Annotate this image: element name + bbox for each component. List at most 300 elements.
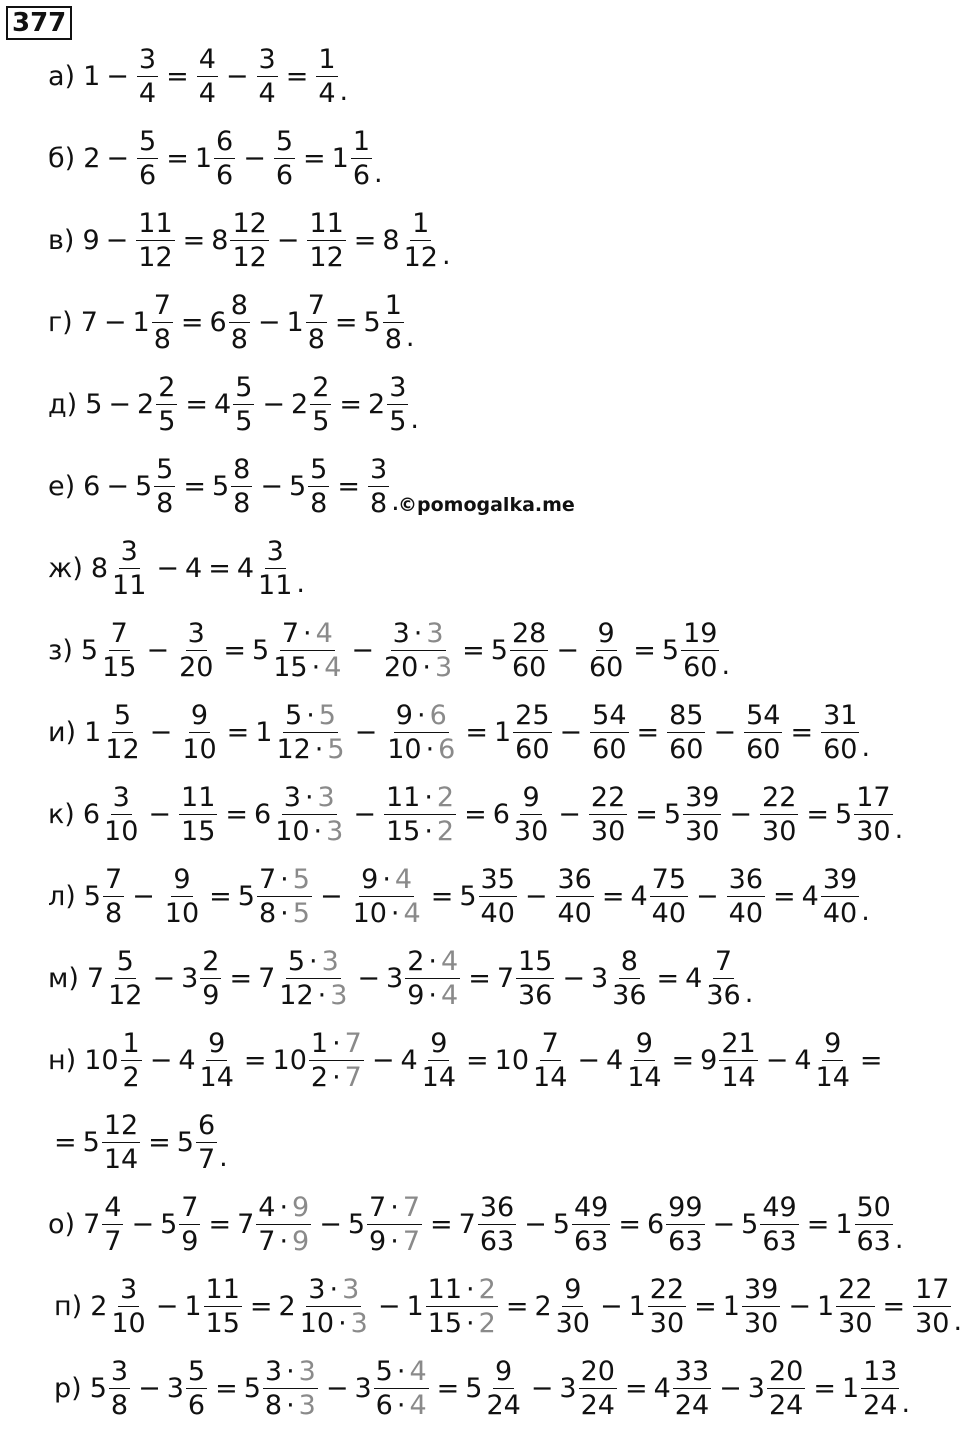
denominator xyxy=(106,979,144,1009)
denominator xyxy=(257,897,312,927)
whole-number: 5 xyxy=(490,635,508,666)
denominator xyxy=(310,405,331,435)
denominator xyxy=(214,159,235,189)
period: . xyxy=(861,732,871,763)
fraction xyxy=(513,702,551,763)
fraction xyxy=(556,866,594,927)
fraction xyxy=(200,948,221,1009)
fraction xyxy=(137,46,158,107)
multiplier: 5 xyxy=(292,898,310,929)
denominator-value: 14 xyxy=(103,1144,139,1175)
minus-sign: − xyxy=(225,61,249,92)
denominator xyxy=(154,487,175,517)
fraction xyxy=(198,1030,236,1091)
denominator xyxy=(263,1389,318,1419)
equals-sign: = xyxy=(462,635,485,666)
whole-number: 9 xyxy=(82,225,100,256)
numerator xyxy=(589,784,627,815)
denominator xyxy=(742,1307,780,1337)
numerator xyxy=(111,784,132,815)
numerator-value: 5 xyxy=(285,700,303,731)
minus-sign: − xyxy=(155,1291,179,1322)
numerator xyxy=(121,1030,142,1061)
denominator xyxy=(821,897,859,927)
fraction xyxy=(109,1276,147,1337)
denominator xyxy=(405,979,460,1009)
multiplier: 3 xyxy=(326,816,344,847)
fraction xyxy=(854,784,892,845)
numerator-value: 5 xyxy=(113,700,132,731)
denominator-value: 40 xyxy=(822,898,858,929)
numerator-value: 54 xyxy=(746,700,781,731)
denominator-value: 14 xyxy=(721,1062,756,1093)
numerator xyxy=(836,1276,874,1307)
equals-sign: = xyxy=(790,717,814,748)
fraction xyxy=(374,1358,429,1419)
numerator-value: 1 xyxy=(384,290,402,321)
fraction xyxy=(744,702,782,763)
numerator xyxy=(513,702,551,733)
denominator-value: 5 xyxy=(158,406,176,437)
equation-line xyxy=(48,620,730,681)
minus-sign: − xyxy=(105,225,129,256)
fraction xyxy=(277,948,349,1009)
multiply-dot: · xyxy=(332,1062,341,1093)
numerator-value: 8 xyxy=(230,290,248,321)
period: . xyxy=(374,158,383,189)
minus-sign: − xyxy=(524,1209,547,1240)
numerator-value: 12 xyxy=(232,208,267,239)
numerator xyxy=(590,702,628,733)
denominator-value: 24 xyxy=(863,1390,898,1421)
equals-sign: = xyxy=(54,1127,77,1158)
equals-sign: = xyxy=(166,61,189,92)
numerator xyxy=(307,210,345,241)
whole-number: 4 xyxy=(630,881,648,912)
whole-number: 5 xyxy=(363,307,381,338)
numerator-value: 5 xyxy=(310,454,328,485)
fraction xyxy=(100,620,138,681)
numerator xyxy=(681,620,719,651)
equation-line xyxy=(48,128,383,189)
denominator-value: 12 xyxy=(309,242,344,273)
fraction xyxy=(257,866,312,927)
numerator xyxy=(619,948,640,979)
denominator xyxy=(271,651,343,681)
whole-number: 7 xyxy=(496,963,514,994)
denominator-value: 14 xyxy=(199,1062,234,1093)
problem-number: 377 xyxy=(6,6,72,40)
numerator-value: 25 xyxy=(515,700,550,731)
minus-sign: − xyxy=(562,963,585,994)
equation-line xyxy=(48,702,870,763)
period: . xyxy=(339,76,349,107)
whole-number: 1 xyxy=(628,1291,646,1322)
whole-number: 10 xyxy=(272,1045,307,1076)
fraction xyxy=(516,948,554,1009)
denominator xyxy=(510,651,548,681)
multiply-dot: · xyxy=(396,1390,406,1421)
fraction xyxy=(196,1112,217,1173)
numerator-value: 9 xyxy=(597,618,615,649)
fraction xyxy=(121,1030,142,1091)
numerator xyxy=(410,210,431,241)
multiplier: 5 xyxy=(318,700,336,731)
fraction xyxy=(610,948,648,1009)
whole-number: 1 xyxy=(184,1291,202,1322)
denominator-value: 30 xyxy=(649,1308,685,1339)
denominator xyxy=(385,733,457,763)
equals-sign: = xyxy=(635,799,658,830)
whole-number: 4 xyxy=(236,553,255,584)
denominator xyxy=(384,815,456,845)
denominator xyxy=(854,815,892,845)
whole-number: 4 xyxy=(794,1045,812,1076)
equals-sign: = xyxy=(225,799,248,830)
multiply-dot: · xyxy=(390,1226,399,1257)
item-label: г) xyxy=(48,307,73,338)
whole-number: 5 xyxy=(134,471,153,502)
numerator xyxy=(394,702,449,733)
minus-sign: − xyxy=(132,881,155,912)
denominator xyxy=(554,1307,592,1337)
denominator xyxy=(179,1225,200,1255)
denominator xyxy=(368,487,389,517)
fraction xyxy=(760,1194,798,1255)
fraction xyxy=(572,1194,610,1255)
multiply-dot: · xyxy=(416,700,426,731)
denominator xyxy=(650,897,688,927)
whole-number: 2 xyxy=(83,143,101,174)
numerator-value: 4 xyxy=(258,1192,276,1223)
multiply-dot: · xyxy=(311,652,321,683)
minus-sign: − xyxy=(106,471,129,502)
minus-sign: − xyxy=(530,1373,554,1404)
equals-sign: = xyxy=(505,1291,529,1322)
numerator-value: 8 xyxy=(233,454,251,485)
item-label: м) xyxy=(48,963,79,994)
item-label: и) xyxy=(48,717,77,748)
minus-sign: − xyxy=(149,717,173,748)
denominator xyxy=(274,159,295,189)
denominator-value: 14 xyxy=(815,1062,850,1093)
denominator-value: 8 xyxy=(156,488,174,519)
whole-number: 6 xyxy=(254,799,272,830)
numerator-value: 3 xyxy=(119,1274,138,1305)
equation-line xyxy=(48,374,419,435)
multiplier: 6 xyxy=(429,700,447,731)
denominator xyxy=(100,651,138,681)
numerator xyxy=(493,1358,514,1389)
fraction xyxy=(273,784,345,845)
numerator xyxy=(233,374,254,405)
whole-number: 8 xyxy=(90,553,109,584)
denominator xyxy=(163,897,201,927)
equals-sign: = xyxy=(182,225,206,256)
whole-number: 5 xyxy=(465,1373,483,1404)
denominator xyxy=(137,159,158,189)
fraction xyxy=(667,702,705,763)
denominator xyxy=(103,733,141,763)
equals-sign: = xyxy=(303,143,326,174)
numerator-value: 3 xyxy=(369,454,388,485)
whole-number: 4 xyxy=(606,1045,624,1076)
numerator xyxy=(231,456,252,487)
multiplier: 5 xyxy=(292,864,310,895)
denominator-value: 6 xyxy=(375,1390,393,1421)
numerator-value: 7 xyxy=(307,290,325,321)
numerator xyxy=(760,784,798,815)
denominator-value: 6 xyxy=(187,1390,206,1421)
multiply-dot: · xyxy=(332,1028,341,1059)
whole-number: 5 xyxy=(741,1209,759,1240)
numerator-value: 3 xyxy=(389,372,407,403)
numerator xyxy=(666,1194,704,1225)
whole-number: 7 xyxy=(458,1209,476,1240)
whole-number: 2 xyxy=(368,389,386,420)
equals-sign: = xyxy=(337,471,360,502)
denominator-value: 63 xyxy=(856,1226,891,1257)
equals-sign: = xyxy=(656,963,680,994)
numerator-value: 7 xyxy=(181,1192,199,1223)
numerator xyxy=(855,1194,893,1225)
numerator xyxy=(154,456,175,487)
denominator xyxy=(821,733,859,763)
whole-number: 3 xyxy=(559,1373,577,1404)
multiplier: 2 xyxy=(436,816,455,847)
numerator-value: 33 xyxy=(674,1356,710,1387)
fraction xyxy=(177,620,215,681)
numerator-value: 13 xyxy=(863,1356,898,1387)
denominator xyxy=(186,1389,207,1419)
numerator-value: 7 xyxy=(369,1192,387,1223)
numerator-value: 7 xyxy=(153,290,171,321)
numerator-value: 9 xyxy=(635,1028,653,1059)
minus-sign: − xyxy=(577,1045,600,1076)
watermark: ©pomogalka.me xyxy=(398,494,575,516)
denominator-value: 15 xyxy=(102,652,137,683)
numerator-value: 3 xyxy=(308,1274,326,1305)
numerator xyxy=(197,46,218,77)
minus-sign: − xyxy=(765,1045,789,1076)
period: . xyxy=(219,1142,228,1173)
numerator xyxy=(196,1112,217,1143)
denominator xyxy=(198,1061,236,1091)
fraction xyxy=(855,1194,893,1255)
equation-line xyxy=(48,292,415,353)
denominator xyxy=(152,323,173,353)
fraction xyxy=(666,1194,704,1255)
fraction xyxy=(163,866,201,927)
numerator xyxy=(156,374,177,405)
denominator xyxy=(367,1225,422,1255)
equals-sign: = xyxy=(882,1291,906,1322)
minus-sign: − xyxy=(108,389,132,420)
equation-line xyxy=(48,784,903,845)
denominator-value: 24 xyxy=(674,1390,710,1421)
numerator-value: 5 xyxy=(156,454,174,485)
multiplier: 2 xyxy=(478,1274,496,1305)
equals-sign: = xyxy=(468,963,491,994)
fraction xyxy=(673,1358,711,1419)
fraction xyxy=(229,292,250,353)
numerator xyxy=(391,620,446,651)
denominator-value: 8 xyxy=(258,898,277,929)
whole-number: 4 xyxy=(214,389,232,420)
denominator xyxy=(197,77,218,107)
fraction xyxy=(767,1358,805,1419)
numerator xyxy=(171,866,192,897)
denominator-value: 4 xyxy=(138,78,157,109)
denominator-value: 60 xyxy=(511,652,547,683)
period: . xyxy=(901,1388,911,1419)
numerator xyxy=(383,292,404,323)
whole-number: 1 xyxy=(835,1209,853,1240)
numerator xyxy=(719,1030,757,1061)
denominator-value: 12 xyxy=(276,734,311,765)
denominator xyxy=(760,815,798,845)
numerator xyxy=(103,866,124,897)
fraction xyxy=(704,948,742,1009)
fraction xyxy=(274,702,346,763)
multiply-dot: · xyxy=(280,898,289,929)
minus-sign: − xyxy=(712,1209,736,1240)
whole-number: 2 xyxy=(278,1291,296,1322)
numerator-value: 85 xyxy=(669,700,704,731)
whole-number: 2 xyxy=(291,389,309,420)
equals-sign: = xyxy=(624,1373,648,1404)
numerator-value: 3 xyxy=(266,536,284,567)
whole-number: 2 xyxy=(137,389,155,420)
equals-sign: = xyxy=(148,1127,171,1158)
numerator-value: 11 xyxy=(205,1274,240,1305)
whole-number: 10 xyxy=(494,1045,530,1076)
minus-sign: − xyxy=(319,881,343,912)
multiply-dot: · xyxy=(279,1192,289,1223)
fraction xyxy=(109,1358,130,1419)
whole-number: 5 xyxy=(211,471,230,502)
multiply-dot: · xyxy=(314,734,324,765)
whole-number: 4 xyxy=(400,1045,418,1076)
denominator xyxy=(309,1061,364,1091)
minus-sign: − xyxy=(325,1373,349,1404)
numerator-value: 99 xyxy=(668,1192,703,1223)
multiplier: 3 xyxy=(298,1390,316,1421)
multiply-dot: · xyxy=(303,618,312,649)
denominator xyxy=(351,159,372,189)
whole-number: 1 xyxy=(493,717,512,748)
denominator-value: 8 xyxy=(307,324,325,355)
multiply-dot: · xyxy=(424,782,433,813)
numerator-value: 17 xyxy=(856,782,891,813)
item-label: к) xyxy=(48,799,75,830)
numerator xyxy=(579,1358,617,1389)
whole-number: 6 xyxy=(82,799,101,830)
numerator-value: 39 xyxy=(685,782,720,813)
denominator-value: 12 xyxy=(105,734,140,765)
denominator xyxy=(257,77,278,107)
minus-sign: − xyxy=(131,1209,155,1240)
minus-sign: − xyxy=(138,1373,161,1404)
multiplier: 4 xyxy=(409,1356,427,1387)
denominator-value: 36 xyxy=(706,980,741,1011)
denominator xyxy=(256,569,294,599)
denominator xyxy=(102,1225,123,1255)
multiply-dot: · xyxy=(396,1356,406,1387)
fraction xyxy=(256,1194,311,1255)
numerator-value: 54 xyxy=(592,700,627,731)
fraction xyxy=(420,1030,458,1091)
fraction xyxy=(861,1358,899,1419)
numerator-value: 49 xyxy=(573,1192,609,1223)
fraction xyxy=(384,784,456,845)
equals-sign: = xyxy=(466,1045,489,1076)
numerator-value: 4 xyxy=(104,1192,122,1223)
multiply-dot: · xyxy=(424,816,433,847)
numerator xyxy=(308,456,329,487)
fraction xyxy=(742,1276,780,1337)
numerator-value: 1 xyxy=(318,44,336,75)
numerator xyxy=(257,46,278,77)
numerator xyxy=(742,1276,780,1307)
equals-sign: = xyxy=(806,1209,830,1240)
multiply-dot: · xyxy=(422,652,431,683)
numerator xyxy=(283,702,338,733)
denominator-value: 30 xyxy=(915,1308,950,1339)
denominator-value: 63 xyxy=(573,1226,609,1257)
denominator xyxy=(426,1307,498,1337)
numerator xyxy=(200,948,221,979)
fraction xyxy=(103,866,124,927)
fraction xyxy=(214,128,235,189)
whole-number: 9 xyxy=(700,1045,718,1076)
period: . xyxy=(953,1306,962,1337)
numerator xyxy=(263,1358,318,1389)
fraction xyxy=(821,702,859,763)
equals-sign: = xyxy=(694,1291,717,1322)
numerator-value: 31 xyxy=(823,700,858,731)
numerator xyxy=(572,1194,610,1225)
multiply-dot: · xyxy=(338,1308,347,1339)
multiplier: 3 xyxy=(321,946,339,977)
numerator-value: 28 xyxy=(511,618,547,649)
numerator xyxy=(179,1194,200,1225)
denominator xyxy=(256,1225,311,1255)
fraction xyxy=(263,1358,318,1419)
whole-number: 1 xyxy=(841,1373,860,1404)
equals-sign: = xyxy=(226,717,250,748)
minus-sign: − xyxy=(149,1045,173,1076)
denominator-value: 12 xyxy=(138,242,173,273)
denominator xyxy=(579,1389,617,1419)
multiply-dot: · xyxy=(466,1308,475,1339)
numerator-value: 2 xyxy=(158,372,176,403)
minus-sign: − xyxy=(319,1209,342,1240)
multiplier: 2 xyxy=(478,1308,496,1339)
whole-number: 1 xyxy=(406,1291,424,1322)
whole-number: 6 xyxy=(492,799,510,830)
numerator xyxy=(540,1030,561,1061)
numerator-value: 5 xyxy=(375,1356,393,1387)
denominator-value: 8 xyxy=(230,324,248,355)
denominator xyxy=(351,897,423,927)
fraction xyxy=(625,1030,663,1091)
numerator-value: 6 xyxy=(197,1110,216,1141)
whole-number: 7 xyxy=(86,963,105,994)
equals-sign: = xyxy=(813,1373,836,1404)
denominator-value: 4 xyxy=(318,78,336,109)
denominator-value: 10 xyxy=(111,1308,146,1339)
